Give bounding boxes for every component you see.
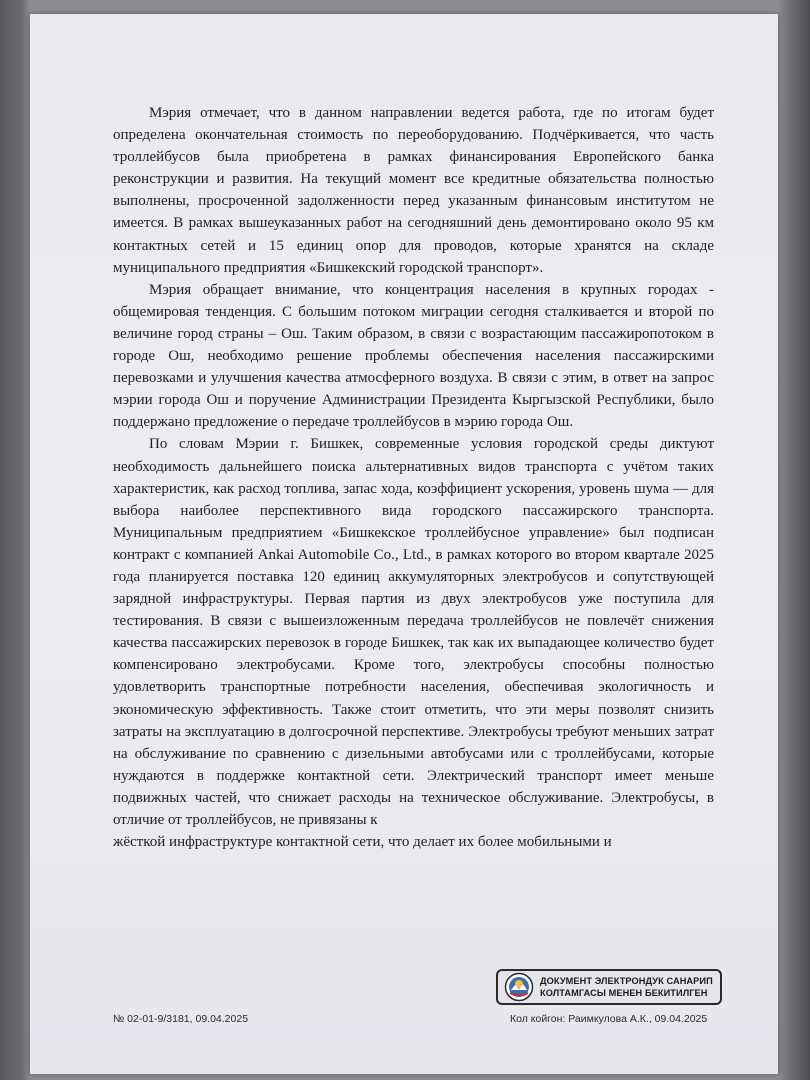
stamp-line-2: КОЛТАМГАСЫ МЕНЕН БЕКИТИЛГЕН — [540, 988, 708, 998]
stamp-text — [540, 975, 713, 999]
stamp-line-1: ДОКУМЕНТ ЭЛЕКТРОНДУК САНАРИП — [540, 976, 713, 986]
paragraph-3: По словам Мэрии г. Бишкек, современные условия городской среды диктуют необходимость дальнейшего поиска альтернативных видов транспорта с учётом таких характеристик, как расход топлива, запас хода, коэффициент ускорения, уровень шума — для выбора наиболее перспективного вида городского пассажирского транспорта. Муниципальным предприятием «Бишкекское троллейбусное управление» был подписан контракт с компанией Ankai Automobile Co., Ltd., в рамках которого во втором квартале 2025 года планируется поставка 120 единиц аккумуляторных электробусов и сопутствующей зарядной инфраструктуры. Первая партия из двух электробусов уже поступила для тестирования. В связи с вышеизложенным передача троллейбусов не повлечёт снижения качества пассажирских перевозок в городе Бишкек, так как их выпадающее количество будет компенсировано электробусами. Кроме того, электробусы способны полностью удовлетворить транспортные потребности населения, обеспечивая экологичность и экономическую эффективность. Также стоит отметить, что эти меры позволят снизить затраты на эксплуатацию в долгосрочной перспективе. Электробусы требуют меньших затрат на обслуживание по сравнению с дизельными автобусами или с троллейбусами, которые нуждаются в поддержке контактной сети. Электрический транспорт имеет меньше подвижных частей, что снижает расходы на техническое обслуживание. Электробусы, в отличие от троллейбусов, не привязаны к — [113, 436, 714, 828]
paragraph-3-cut-line: жёсткой инфраструктуре контактной сети, что делает их более мобильными и — [113, 834, 612, 851]
kyrgyz-emblem-icon — [504, 972, 534, 1002]
signatory: Кол койгон: Раимкулова А.К., 09.04.2025 — [510, 1013, 708, 1025]
paragraph-2: Мэрия обращает внимание, что концентрация населения в крупных городах - общемировая тенденция. С большим потоком миграции сегодня сталкивается и второй по величине город страны – Ош. Таким образом, в связи с возрастающим пассажиропотоком в городе Ош, необходимо решение проблемы обеспечения населения пассажирскими перевозками и улучшения качества атмосферного воздуха. В связи с этим, в ответ на запрос мэрии города Ош и поручение Администрации Президента Кыргызской Республики, было поддержано предложение о передаче троллейбусов в мэрию города Ош. — [113, 281, 714, 431]
document-body — [113, 102, 714, 851]
electronic-signature-stamp — [496, 969, 722, 1005]
paragraph-1: Мэрия отмечает, что в данном направлении ведется работа, где по итогам будет определена окончательная стоимость по переоборудованию. Подчёркивается, что часть троллейбусов была приобретена в рамках финансирования Европейского банка реконструкции и развития. На текущий момент все кредитные обязательства полностью выполнены, просроченной задолженности перед указанным финансовым институтом не имеется. В рамках вышеуказанных работ на сегодняшний день демонтировано около 95 км контактных сетей и 15 единиц опор для проводов, которые хранятся на складе муниципального предприятия «Бишкекский городской транспорт». — [113, 105, 714, 276]
document-number: № 02-01-9/3181, 09.04.2025 — [113, 1013, 249, 1025]
